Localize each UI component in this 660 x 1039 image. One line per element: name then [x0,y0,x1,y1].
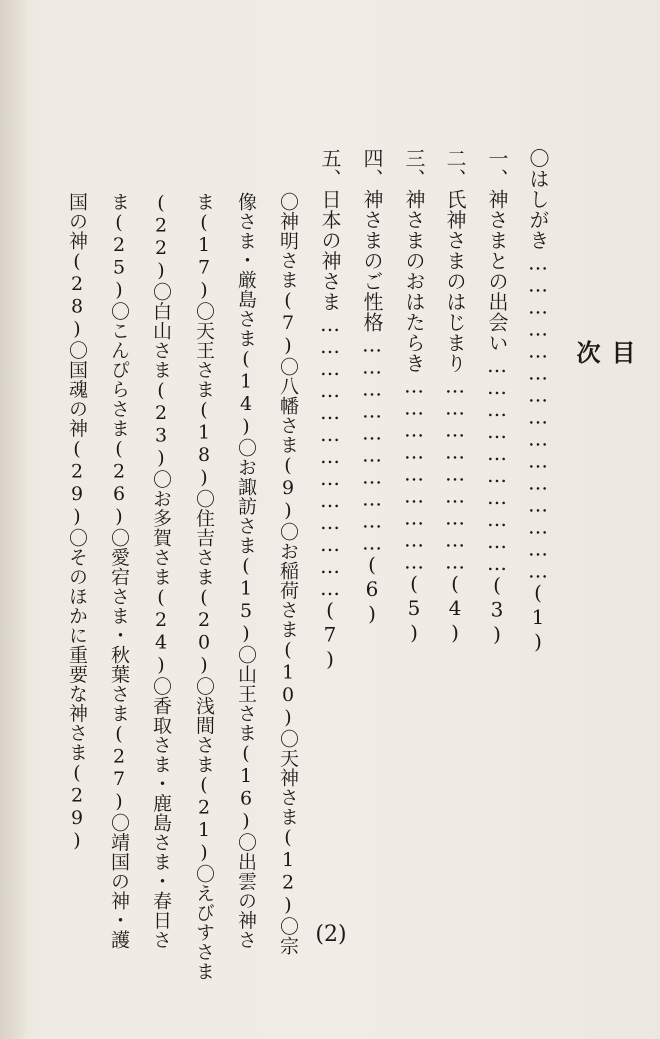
page-number: (2) [315,922,347,947]
toc-entry-4[interactable] [357,148,387,626]
entry-page: (5) [402,571,426,645]
entry-label: 四、神さまのご性格 [360,148,384,333]
leader-dots: ………………………… [360,332,384,553]
entry-page: (6) [360,552,384,626]
entry-label: 一、神さまとの出会い [485,148,509,353]
entry-label: 五、日本の神さま [318,148,342,312]
sub-entry-line-5: ま(25)〇こんぴらさま(26)〇愛宕さま・秋葉さま(27)〇靖国の神・護 [108,192,130,950]
entry-page: (1) [526,580,550,654]
title-char-ji: 次 [572,340,601,364]
entry-page: (3) [485,573,509,647]
sub-entry-line-3: ま(17)〇天王さま(18)〇住吉さま(20)〇浅間さま(21)〇えびすさま [193,192,215,981]
entry-page: (4) [443,571,467,645]
toc-title [569,340,639,448]
entry-page: (7) [318,598,342,672]
leader-dots: ………………………… [485,353,509,573]
leader-dots: ……………………………………… [526,250,550,581]
entry-label: 二、氏神さまのはじまり [443,148,467,374]
entry-label: 〇はしがき [526,148,550,251]
leader-dots: ………………………………… [318,312,342,598]
title-char-moku: 目 [607,340,636,364]
toc-entry-hashigaki[interactable] [523,148,553,654]
sub-entry-line-6: 国の神(28)〇国魂の神(29)〇そのほかに重要な神さま(29) [66,192,88,852]
leader-dots: ……………………… [443,373,467,572]
toc-entry-5[interactable] [315,148,345,672]
sub-entry-line-2: 像さま・厳島さま(14)〇お諏訪さま(15)〇山王さま(16)〇出雲の神さ [235,192,257,950]
sub-entry-line-1: 〇神明さま(7)〇八幡さま(9)〇お稲荷さま(10)〇天神さま(12)〇宗 [277,192,299,956]
binding-shadow [0,0,28,1039]
sub-entry-line-4: (22)〇白山さま(23)〇お多賀さま(24)〇香取さま・鹿島さま・春日さ [150,192,172,950]
toc-entry-2[interactable] [440,148,470,645]
toc-entry-3[interactable] [399,148,429,645]
entry-label: 三、神さまのおはたらき [402,148,426,374]
leader-dots: ……………………… [402,373,426,572]
toc-entry-1[interactable] [482,148,512,647]
